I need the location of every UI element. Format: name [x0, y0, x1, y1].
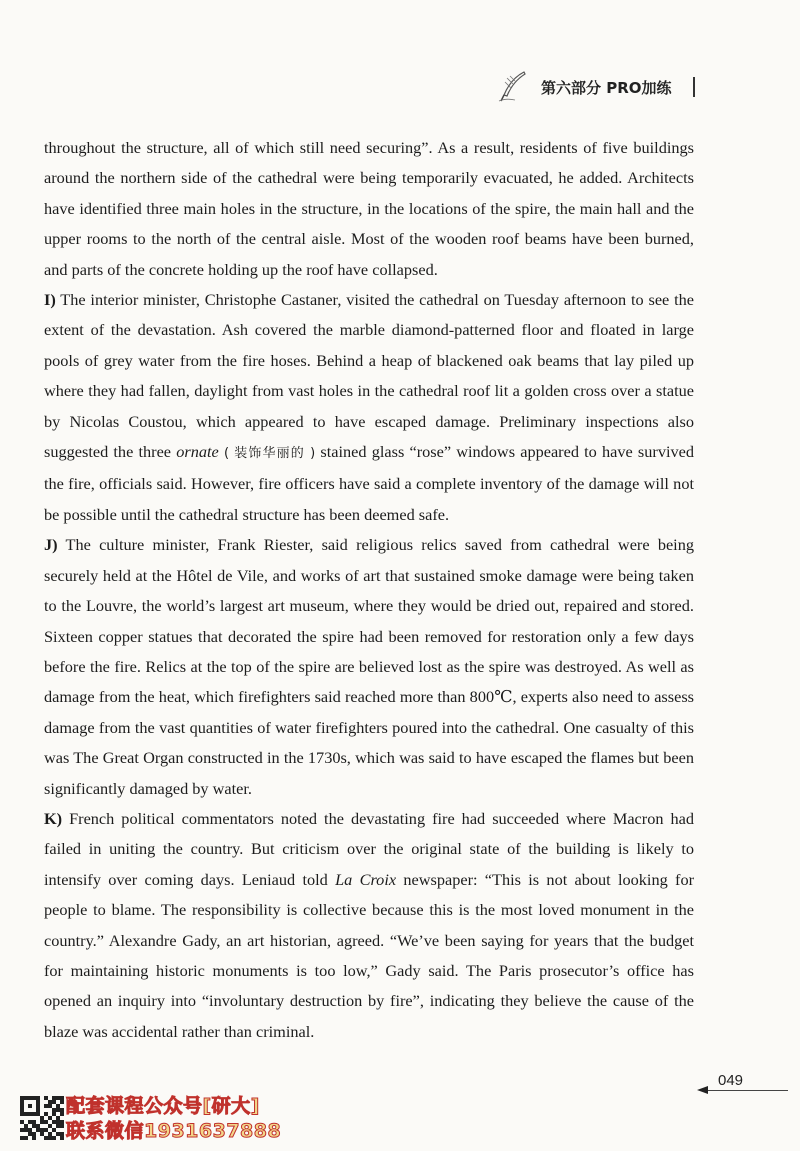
paragraph-letter: K): [44, 808, 63, 828]
header-divider: [693, 77, 695, 97]
paragraph-text: newspaper: “This is not about looking for people to blame. The responsibility is collective because this is the most loved monument in the country.” Alexandre Gady, an art historian, agreed. “We’ve been saying for years that the budget for maintaining historic monuments is too low,” Gady said. The Paris prosecutor’s office has opened an inquiry into “involuntary destruction by fire”, indicating they believe the cause of the blaze was accidental rather than criminal.: [44, 869, 695, 1041]
paragraph-text: stained glass “rose” windows appeared to have survived the fire, officials said. However, fire officers have said a complete inventory of the damage will not be possible until the cathedral structure has been deemed safe.: [44, 442, 694, 524]
page-header: [497, 70, 717, 104]
chinese-gloss: ( 装饰华丽的 ): [218, 446, 316, 462]
watermark-line-2: 联系微信1931637888: [66, 1120, 282, 1142]
italic-term: ornate: [176, 442, 219, 462]
paragraph-text: The interior minister, Christophe Castaner, visited the cathedral on Tuesday afternoon to see the extent of the devastation. Ash covered the marble diamond-patterned floor and floated in large pools of grey water from the fire hoses. Behind a heap of blackened oak beams that lay piled up where they had fallen, daylight from vast holes in the cathedral roof lit a golden cross over a statue by Nicolas Coustou, which appeared to have escaped damage. Preliminary inspections also suggested the three: [44, 290, 694, 462]
article-body: [44, 133, 694, 1047]
paragraph: [44, 285, 694, 530]
section-title: 第六部分 PRO加练: [541, 79, 672, 97]
paragraph: [44, 133, 694, 285]
qr-code-icon: [20, 1096, 64, 1140]
paragraph-letter: I): [44, 290, 56, 310]
italic-term: La Croix: [335, 869, 397, 889]
paragraph-text: French political commentators noted the devastating fire had succeeded where Macron had failed in uniting the country. But criticism over the original state of the building is likely to intensify over coming days. Leniaud told: [44, 808, 694, 889]
paragraph-text: The culture minister, Frank Riester, said religious relics saved from cathedral were being securely held at the Hôtel de Vile, and works of art that sustained smoke damage were being taken to the Louvre, the world’s largest art museum, where they would be dried out, repaired and stored. Sixteen copper statues that decorated the spire had been removed for restoration only a few days before the fire. Relics at the top of the spire are believed lost as the spire was destroyed. As well as damage from the heat, which firefighters said reached more than 800℃, experts also need to assess damage from the vast quantities of water firefighters poured into the cathedral. One casualty of this was The Great Organ constructed in the 1730s, which was said to have escaped the flames but been significantly damaged by water.: [44, 535, 694, 798]
footer-rule: [708, 1090, 788, 1091]
watermark-line-1: 配套课程公众号[研大]: [66, 1095, 260, 1117]
page-number: 049: [718, 1072, 744, 1089]
quill-pen-icon: [497, 70, 531, 109]
paragraph: [44, 530, 694, 804]
page-marker-triangle: [697, 1086, 708, 1094]
paragraph: [44, 804, 694, 1047]
paragraph-letter: J): [44, 535, 58, 555]
paragraph-text: throughout the structure, all of which still need securing”. As a result, residents of five buildings around the northern side of the cathedral were being temporarily evacuated, he added. Architects have identified three main holes in the structure, in the locations of the spire, the main hall and the upper rooms to the north of the central aisle. Most of the wooden roof beams have been burned, and parts of the concrete holding up the roof have collapsed.: [44, 138, 694, 279]
